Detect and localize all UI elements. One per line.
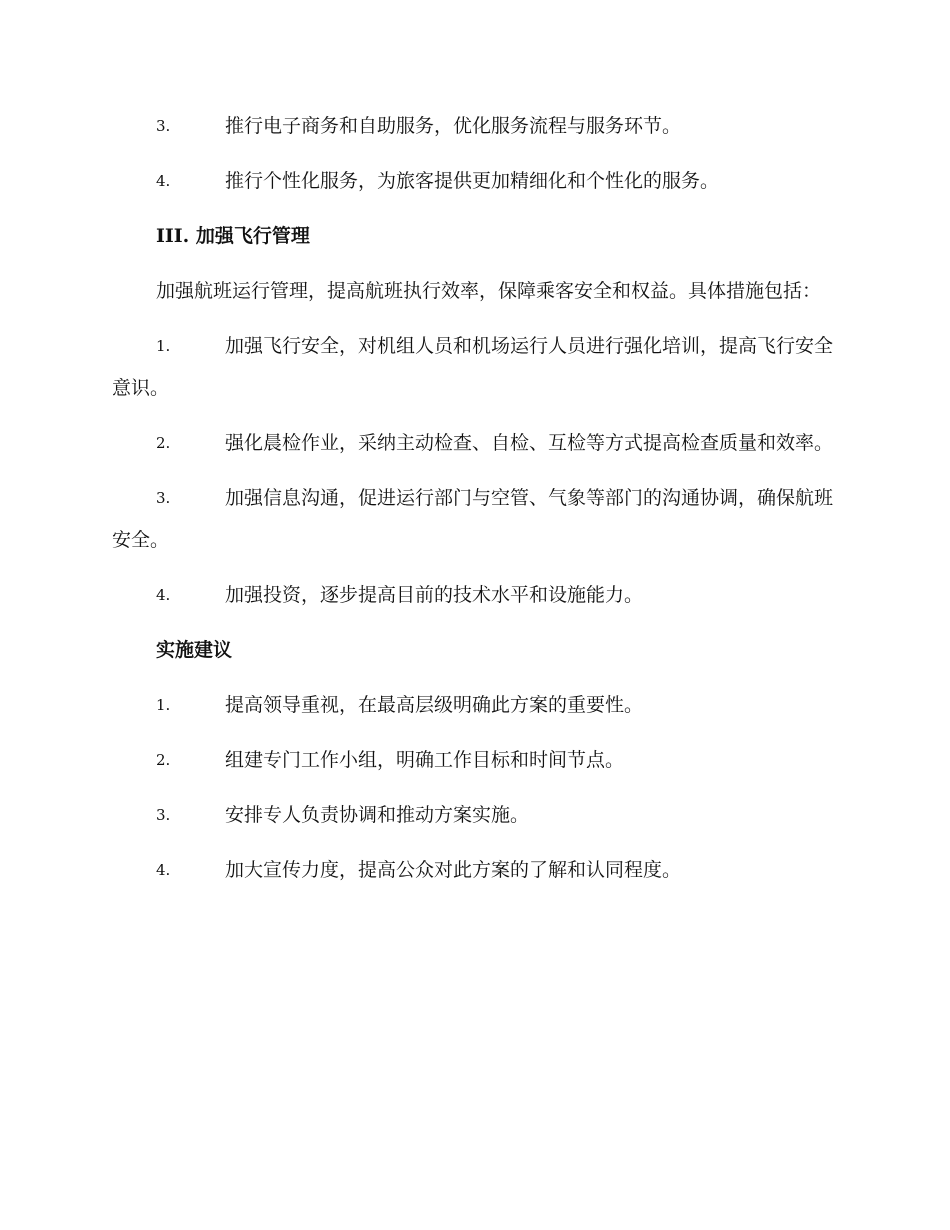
list-item [112,739,834,781]
list-item [112,849,834,891]
list-item [112,325,834,409]
list-item [112,574,834,616]
list-number: 1. [156,696,171,714]
list-number: 3. [156,806,171,824]
document-body [112,105,834,904]
list-number: 1. [156,337,171,355]
list-number: 2. [156,434,171,452]
list-number: 4. [156,586,171,604]
section-intro-paragraph: 加强航班运行管理，提高航班执行效率，保障乘客安全和权益。具体措施包括： [156,280,822,302]
list-item [112,684,834,726]
section-heading-implementation: 实施建议 [156,639,233,661]
list-item [112,794,834,836]
list-item [112,477,834,561]
list-text: 提高领导重视，在最高层级明确此方案的重要性。 [225,694,644,716]
section-heading-flight: III. 加强飞行管理 [156,225,310,247]
list-text: 推行电子商务和自助服务，优化服务流程与服务环节。 [225,115,682,137]
list-text: 组建专门工作小组，明确工作目标和时间节点。 [225,749,625,771]
list-text: 加强飞行安全，对机组人员和机场运行人员进行强化培训，提高飞行安全意识。 [112,335,834,399]
list-item [112,160,834,202]
list-text: 安排专人负责协调和推动方案实施。 [225,804,530,826]
list-number: 4. [156,861,171,879]
list-text: 加强信息沟通，促进运行部门与空管、气象等部门的沟通协调，确保航班安全。 [112,487,834,551]
list-text: 推行个性化服务，为旅客提供更加精细化和个性化的服务。 [225,170,720,192]
list-item [112,422,834,464]
list-text: 加大宣传力度，提高公众对此方案的了解和认同程度。 [225,859,682,881]
list-number: 3. [156,117,171,135]
list-text: 强化晨检作业，采纳主动检查、自检、互检等方式提高检查质量和效率。 [225,432,834,454]
list-number: 3. [156,489,171,507]
list-text: 加强投资，逐步提高目前的技术水平和设施能力。 [225,584,644,606]
list-item [112,105,834,147]
list-number: 4. [156,172,171,190]
list-number: 2. [156,751,171,769]
